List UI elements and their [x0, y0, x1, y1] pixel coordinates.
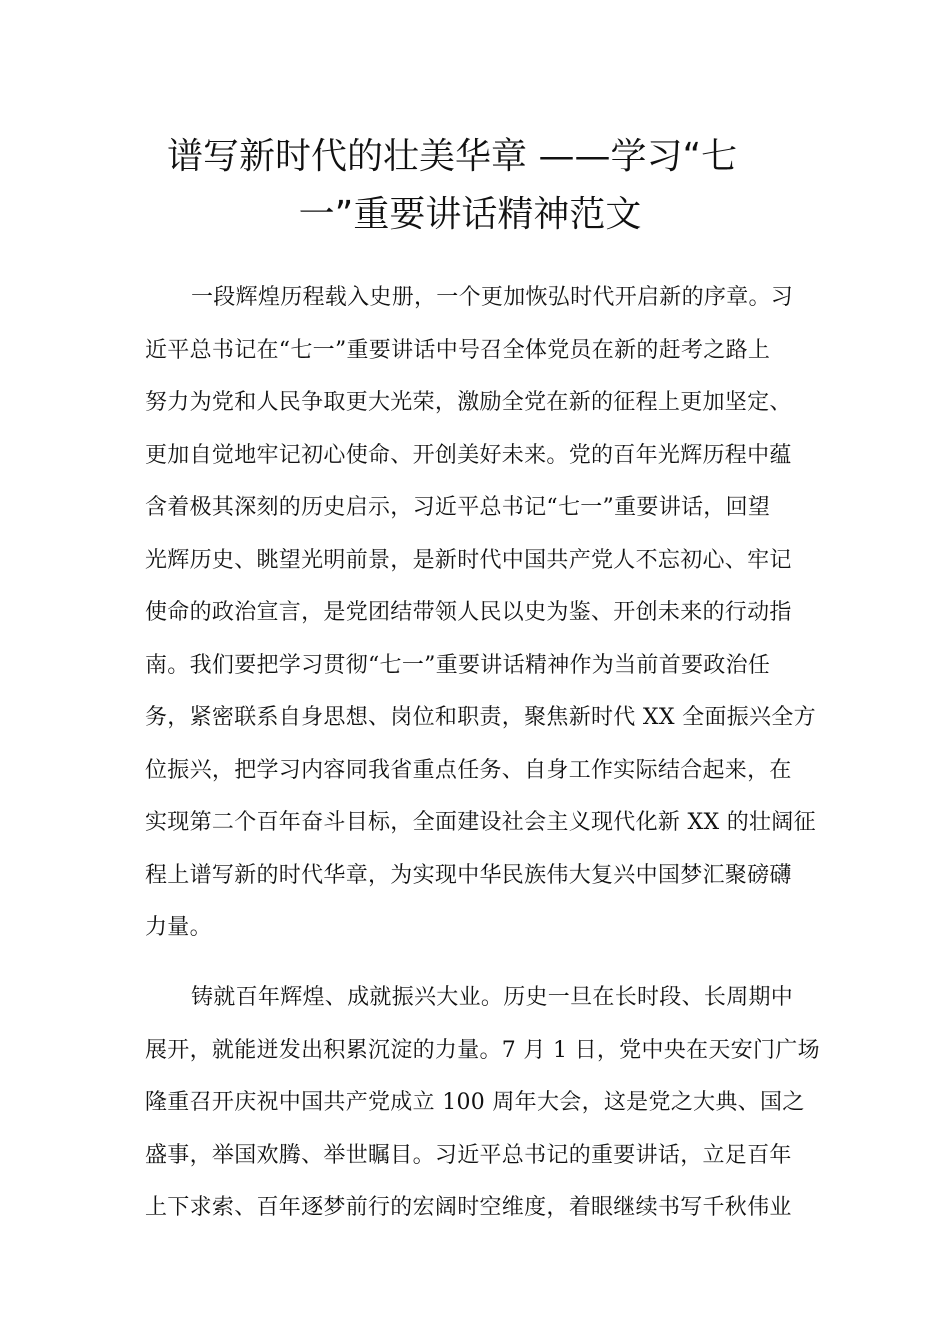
- text-line: 盛事，举国欢腾、举世瞩目。习近平总书记的重要讲话，立足百年: [145, 1142, 792, 1168]
- text-line: 上下求索、百年逐梦前行的宏阔时空维度，着眼继续书写千秋伟业: [145, 1195, 792, 1220]
- title-line: 谱写新时代的壮美华章 ——学习“七: [167, 136, 738, 177]
- text-line: 一段辉煌历程载入史册，一个更加恢弘时代开启新的序章。习: [191, 285, 794, 310]
- text-line: 铸就百年辉煌、成就振兴大业。历史一旦在长时段、长周期中: [191, 985, 794, 1010]
- text-line: 程上谱写新的时代华章，为实现中华民族伟大复兴中国梦汇聚磅礴: [145, 862, 792, 888]
- text-line: 务，紧密联系自身思想、岗位和职责，聚焦新时代 XX 全面振兴全方: [145, 705, 816, 730]
- text-line: 力量。: [145, 915, 212, 940]
- text-line: 展开，就能迸发出积累沉淀的力量。7 月 1 日，党中央在天安门广场: [145, 1037, 820, 1063]
- text-line: 南。我们要把学习贯彻“七一”重要讲话精神作为当前首要政治任: [145, 652, 771, 678]
- text-line: 实现第二个百年奋斗目标，全面建设社会主义现代化新 XX 的壮阔征: [145, 810, 816, 835]
- text-line: 近平总书记在“七一”重要讲话中号召全体党员在新的赶考之路上: [145, 337, 771, 363]
- text-line: 努力为党和人民争取更大光荣，激励全党在新的征程上更加坚定、: [145, 390, 792, 415]
- text-line: 位振兴，把学习内容同我省重点任务、自身工作实际结合起来，在: [145, 757, 792, 783]
- body-paragraph: [145, 272, 816, 955]
- text-line: 隆重召开庆祝中国共产党成立 100 周年大会，这是党之大典、国之: [145, 1090, 805, 1115]
- text-line: 使命的政治宣言，是党团结带领人民以史为鉴、开创未来的行动指: [145, 600, 792, 625]
- body-paragraph: [145, 972, 820, 1235]
- document-title: [140, 128, 820, 244]
- text-line: 含着极其深刻的历史启示，习近平总书记“七一”重要讲话，回望: [145, 495, 771, 520]
- text-line: 更加自觉地牢记初心使命、开创美好未来。党的百年光辉历程中蕴: [145, 442, 792, 468]
- text-line: 光辉历史、眺望光明前景，是新时代中国共产党人不忘初心、牢记: [145, 547, 792, 573]
- title-line: 一”重要讲话精神范文: [298, 194, 642, 235]
